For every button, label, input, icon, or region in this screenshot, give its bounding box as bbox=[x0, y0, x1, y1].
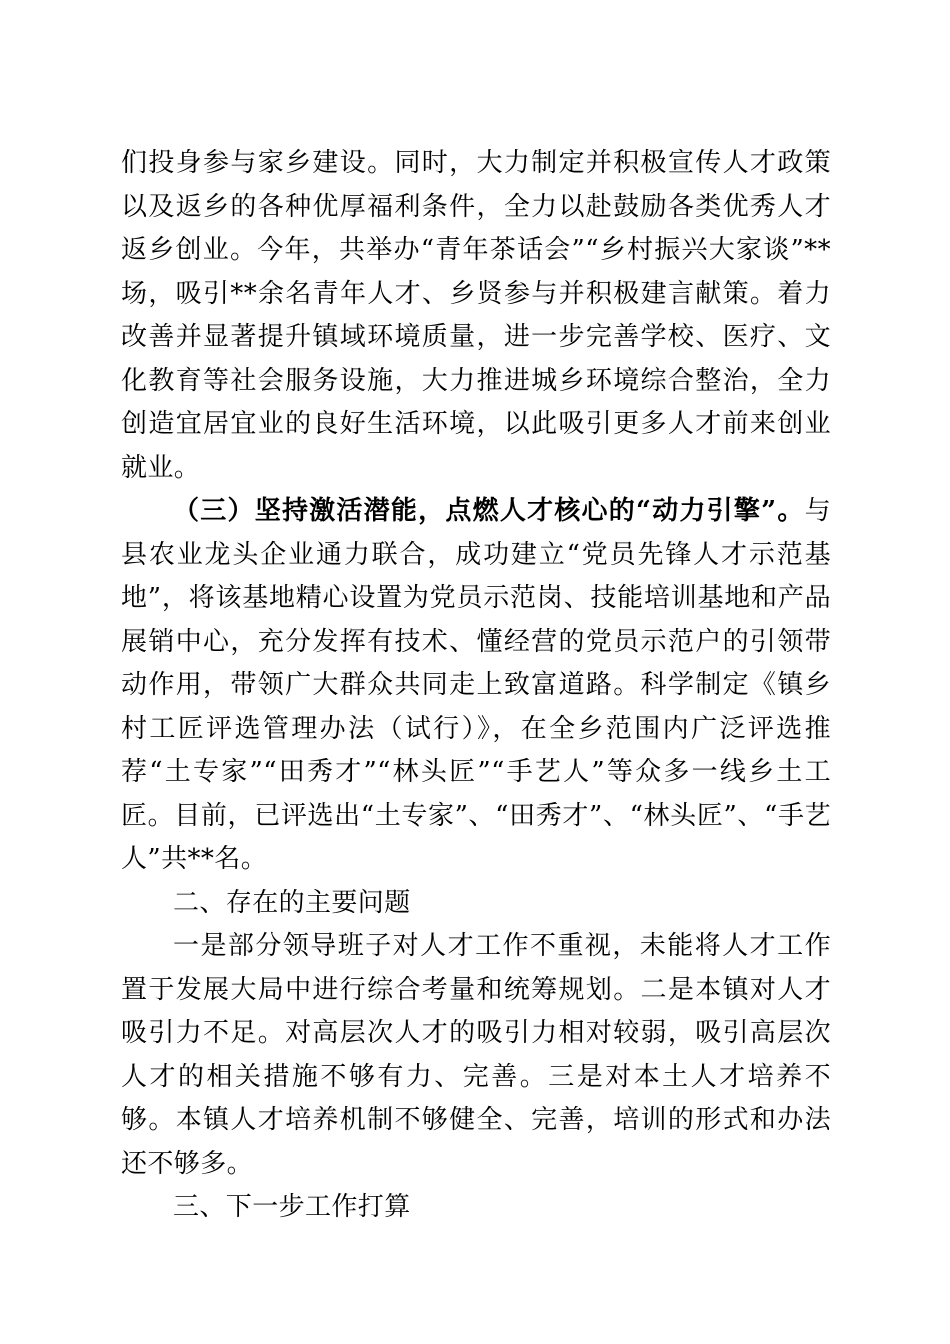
heading-next-steps: 三、下一步工作打算 bbox=[173, 1192, 411, 1222]
paragraph-activate-potential-body: 与县农业龙头企业通力联合，成功建立“党员先锋人才示范基地”，将该基地精心设置为党员示范岗、技能培训基地和产品展销中心，充分发挥有技术、懂经营的党员示范户的引领带动作用，带领广大群众共同走上致富道路。科学制定《镇乡村工匠评选管理办法（试行）》，在全乡范围内广泛评选推荐“土专家”“田秀才”“林头匠”“手艺人”等众多一线乡土工匠。目前，已评选出“土专家”、“田秀才”、“林头匠”、“手艺人”共**名。 bbox=[121, 496, 831, 874]
heading-main-problems: 二、存在的主要问题 bbox=[173, 887, 411, 918]
paragraph-activate-potential bbox=[121, 490, 831, 882]
document-body bbox=[121, 142, 831, 1230]
section-subheading: （三）坚持激活潜能，点燃人才核心的“动力引擎”。 bbox=[173, 496, 805, 526]
paragraph-talent-return: 们投身参与家乡建设。同时，大力制定并积极宣传人才政策以及返乡的各种优厚福利条件，全力以赴鼓励各类优秀人才返乡创业。今年，共举办“青年茶话会”“乡村振兴大家谈”**场，吸引**余名青年人才、乡贤参与并积极建言献策。着力改善并显著提升镇域环境质量，进一步完善学校、医疗、文化教育等社会服务设施，大力推进城乡环境综合整治，全力创造宜居宜业的良好生活环境，以此吸引更多人才前来创业就业。 bbox=[121, 148, 831, 483]
paragraph-problems: 一是部分领导班子对人才工作不重视，未能将人才工作置于发展大局中进行综合考量和统筹规划。二是本镇对人才吸引力不足。对高层次人才的吸引力相对较弱，吸引高层次人才的相关措施不够有力、完善。三是对本土人才培养不够。本镇人才培养机制不够健全、完善，培训的形式和办法还不够多。 bbox=[121, 931, 831, 1179]
